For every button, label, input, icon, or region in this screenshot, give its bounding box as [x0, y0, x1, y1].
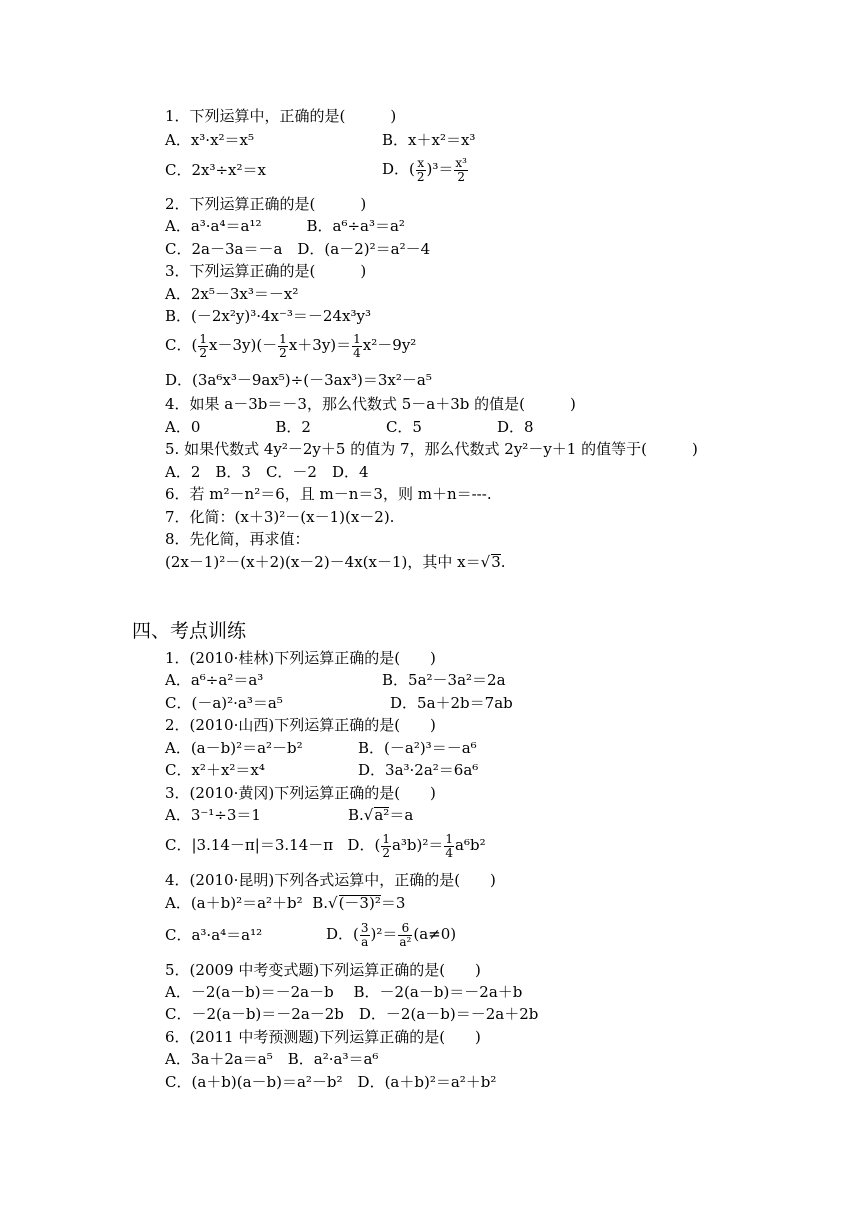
- frac-num: 6: [398, 922, 412, 936]
- frac-num: 3: [360, 920, 369, 935]
- b-q4-fraction-1: [360, 922, 370, 949]
- b-q4-option-d-end: (a≠0): [413, 925, 457, 943]
- q1-option-c: C．2x³÷x²＝x: [165, 161, 266, 179]
- q3-fraction-2: [278, 333, 288, 360]
- section-title: 四、考点训练: [132, 620, 247, 642]
- b-q3-option-b-label: B.: [348, 806, 364, 824]
- b-q4-option-d-mid: )²＝: [370, 925, 398, 943]
- b-q3-fraction-2: [444, 833, 454, 860]
- b-q4-radicand: (－3)²: [338, 894, 381, 912]
- q8-radicand: 3: [491, 553, 501, 571]
- b-q2-option-d: D．3a³·2a²＝6a⁶: [358, 761, 479, 779]
- b-q3-radicand: a²: [374, 806, 390, 824]
- b-q2-option-a: A．(a－b)²＝a²－b²: [165, 739, 303, 757]
- q3-option-c: [165, 326, 416, 364]
- b-q3-option-b-end: ＝a: [389, 806, 414, 824]
- b-q6-options-row2: C．(a＋b)(a－b)＝a²－b² D．(a＋b)²＝a²＋b²: [165, 1073, 497, 1091]
- b-q4-options-ab: [165, 893, 405, 913]
- frac-den: a: [361, 934, 369, 949]
- q4-options: A．0 B．2 C．5 D．8: [165, 418, 534, 436]
- b-q3-option-d-label: D．(: [347, 836, 381, 854]
- q8-expression: [165, 552, 506, 572]
- frac-den: 2: [457, 169, 466, 184]
- q3-option-c-mid1: x－3y)(－: [208, 336, 278, 354]
- b-q4-option-a: A．(a＋b)²＝a²＋b²: [165, 894, 303, 912]
- b-q3-fraction-1: [381, 833, 391, 860]
- b-q5-options-row1: A．－2(a－b)＝－2a－b B．－2(a－b)＝－2a＋b: [165, 983, 523, 1001]
- frac-den: 4: [445, 845, 454, 860]
- frac-den: 2: [382, 845, 390, 860]
- q1-stem: 1．下列运算中，正确的是( ): [165, 107, 397, 125]
- q4-stem: 4．如果 a－3b＝－3，那么代数式 5－a＋3b 的值是( ): [165, 395, 576, 413]
- b-q1-stem: 1．(2010·桂林)下列运算正确的是( ): [165, 649, 436, 667]
- b-q2-stem: 2．(2010·山西)下列运算正确的是( ): [165, 716, 436, 734]
- b-q4-option-b-end: ＝3: [380, 894, 406, 912]
- b-q3-option-cd: [165, 826, 486, 864]
- frac-num: 1: [382, 831, 390, 846]
- q1-option-a: A．x³·x²＝x⁵: [165, 131, 255, 149]
- q3-fraction-1: [198, 333, 208, 360]
- b-q5-options-row2: C．－2(a－b)＝－2a－2b D．－2(a－b)＝－2a＋2b: [165, 1005, 539, 1023]
- q2-options-row2: C．2a－3a＝－a D．(a－2)²＝a²－4: [165, 240, 431, 258]
- frac-den: 2: [279, 345, 287, 360]
- q3-option-c-end: x²－9y²: [362, 336, 417, 354]
- b-q4-option-c: C．a³·a⁴＝a¹²: [165, 926, 263, 944]
- b-q5-stem: 5．(2009 中考变式题)下列运算正确的是( ): [165, 961, 481, 979]
- q1-option-b: B．x＋x²＝x³: [382, 131, 476, 149]
- b-q3-option-b: [348, 805, 413, 825]
- sqrt-icon: √: [328, 894, 338, 912]
- q1-option-d-fraction: [416, 157, 426, 184]
- b-q4-fraction-2: [398, 922, 412, 949]
- q6-text: 6．若 m²－n²＝6，且 m－n＝3，则 m＋n＝---.: [165, 485, 492, 503]
- b-q6-options-row1: A．3a＋2a＝a⁵ B．a²·a³＝a⁶: [165, 1050, 379, 1068]
- q1-option-d-rhs: [454, 157, 468, 184]
- frac-den: 2: [416, 169, 425, 184]
- q5-stem: 5. 如果代数式 4y²－2y＋5 的值为 7，那么代数式 2y²－y＋1 的值等于( ): [165, 440, 698, 458]
- q3-stem: 3．下列运算正确的是( ): [165, 262, 367, 280]
- sqrt-icon: √: [480, 553, 491, 571]
- q3-option-c-mid2: x＋3y)＝: [288, 336, 352, 354]
- b-q4-option-d-label: D．(: [326, 925, 359, 943]
- q3-option-c-label: C．(: [165, 336, 198, 354]
- q7-text: 7．化简：(x＋3)²－(x－1)(x－2).: [165, 508, 395, 526]
- q1-option-d-label: D．: [382, 160, 410, 178]
- b-q2-option-c: C．x²＋x²＝x⁴: [165, 761, 265, 779]
- b-q2-option-b: B．(－a²)³＝－a⁶: [358, 739, 477, 757]
- q2-stem: 2．下列运算正确的是( ): [165, 195, 367, 213]
- q1-option-d: D．( $\frac{x}{2}$ )³＝ $\frac{\text{x³}}{2}$: [382, 155, 467, 184]
- frac-num: 1: [199, 331, 207, 346]
- b-q1-option-a: A．a⁶÷a²＝a³: [165, 671, 264, 689]
- sqrt-icon: √: [363, 806, 374, 824]
- q8-expression-text: (2x－1)²－(x＋2)(x－2)－4x(x－1)，其中 x＝: [165, 553, 481, 571]
- q3-option-b: B．(－2x²y)³·4x⁻³＝－24x³y³: [165, 307, 371, 325]
- frac-den: 2: [199, 345, 207, 360]
- q1-option-d-mid: )³＝: [426, 160, 454, 178]
- b-q4-option-b-label: B.: [312, 894, 329, 912]
- b-q3-option-c: C．|3.14－π|＝3.14－π: [165, 836, 334, 854]
- frac-den: 4: [353, 345, 361, 360]
- q8-end: .: [500, 553, 506, 571]
- q3-option-a: A．2x⁵－3x³＝－x²: [165, 285, 299, 303]
- q8-stem: 8．先化简，再求值：: [165, 530, 310, 548]
- b-q1-option-c: C．(－a)²·a³＝a⁵: [165, 694, 283, 712]
- frac-num: x: [417, 155, 425, 170]
- frac-num: 1: [279, 331, 287, 346]
- b-q3-option-a: A．3⁻¹÷3＝1: [165, 806, 261, 824]
- frac-num: 1: [445, 831, 454, 846]
- b-q6-stem: 6．(2011 中考预测题)下列运算正确的是( ): [165, 1028, 481, 1046]
- q3-fraction-3: [352, 333, 362, 360]
- b-q1-option-d: D．5a＋2b＝7ab: [390, 694, 513, 712]
- frac-num: 1: [353, 331, 361, 346]
- b-q4-stem: 4．(2010·昆明)下列各式运算中，正确的是( ): [165, 871, 496, 889]
- b-q1-option-b: B．5a²－3a²＝2a: [382, 671, 506, 689]
- frac-den: a²: [399, 934, 412, 949]
- b-q4-option-d: [326, 915, 456, 953]
- b-q3-stem: 3．(2010·黄冈)下列运算正确的是( ): [165, 784, 436, 802]
- b-q3-option-d-mid: a³b)²＝: [391, 836, 444, 854]
- q2-options-row1: A．a³·a⁴＝a¹² B．a⁶÷a³＝a²: [165, 217, 405, 235]
- b-q3-option-d-end: a⁶b²: [455, 836, 486, 854]
- q5-options: A．2 B．3 C．－2 D．4: [165, 463, 369, 481]
- frac-num: x³: [455, 155, 467, 170]
- q3-option-d: D．(3a⁶x³－9ax⁵)÷(－3ax³)＝3x²－a⁵: [165, 371, 432, 389]
